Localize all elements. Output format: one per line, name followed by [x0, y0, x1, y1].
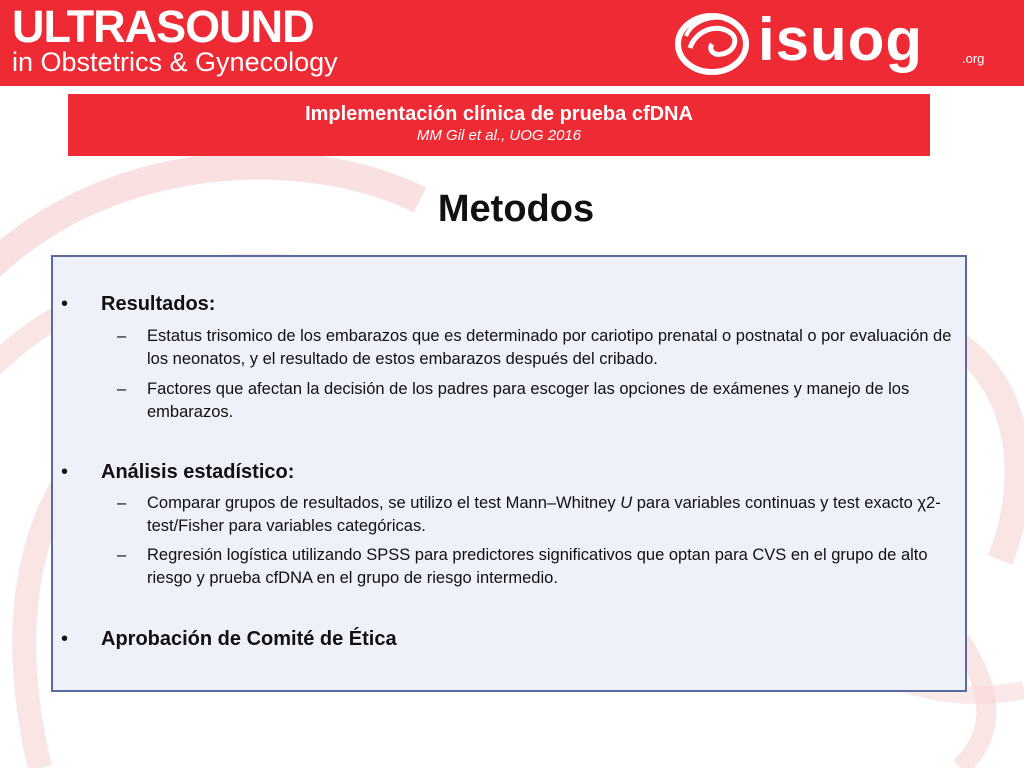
- journal-header-banner: [0, 0, 1024, 86]
- list-item: [117, 492, 959, 538]
- bullet-icon: •: [61, 628, 69, 650]
- isuog-wordmark: isuog: [758, 6, 923, 73]
- section-heading-text: Resultados:: [101, 293, 216, 315]
- study-citation: MM Gil et al., UOG 2016: [416, 127, 582, 144]
- list-item: [117, 325, 959, 371]
- section-heading-text: Análisis estadístico:: [101, 461, 295, 483]
- section-heading-resultados: [61, 292, 216, 316]
- journal-subtitle: in Obstetrics & Gynecology: [12, 47, 338, 77]
- bullet-icon: •: [61, 461, 69, 483]
- section-heading-aprobacion: [61, 627, 397, 651]
- study-reference-box: [68, 94, 930, 156]
- section-heading-text: Aprobación de Comité de Ética: [101, 628, 397, 650]
- list-item-text: Comparar grupos de resultados, se utilizo el test Mann–Whitney U para variables continuas y test exacto χ2-test/Fisher para variables categóricas.: [147, 494, 941, 535]
- list-item-text: Estatus trisomico de los embarazos que es determinado por cariotipo prenatal o postnatal o por evaluación de los neonatos, y el resultado de estos embarazos después del cribado.: [147, 327, 952, 368]
- isuog-org-suffix: .org: [962, 51, 985, 66]
- list-item-text: Factores que afectan la decisión de los padres para escoger las opciones de exámenes y manejo de los embarazos.: [147, 380, 910, 421]
- list-item: [117, 544, 959, 590]
- dash-icon: –: [117, 380, 127, 398]
- dash-icon: –: [117, 494, 127, 512]
- slide-title: Metodos: [437, 188, 595, 230]
- list-item-text: Regresión logística utilizando SPSS para predictores significativos que optan para CVS en el grupo de alto riesgo y prueba cfDNA en el grupo de riesgo intermedio.: [147, 546, 928, 587]
- methods-content-box: [51, 255, 967, 692]
- dash-icon: –: [117, 546, 127, 564]
- isuog-emblem-icon: [672, 8, 754, 78]
- bullet-icon: •: [61, 293, 69, 315]
- section-heading-analisis: [61, 460, 295, 484]
- journal-title: ULTRASOUND: [12, 1, 314, 52]
- dash-icon: –: [117, 327, 127, 345]
- study-title: Implementación clínica de prueba cfDNA: [305, 103, 693, 125]
- isuog-logo: [670, 4, 1000, 80]
- list-item: [117, 378, 959, 424]
